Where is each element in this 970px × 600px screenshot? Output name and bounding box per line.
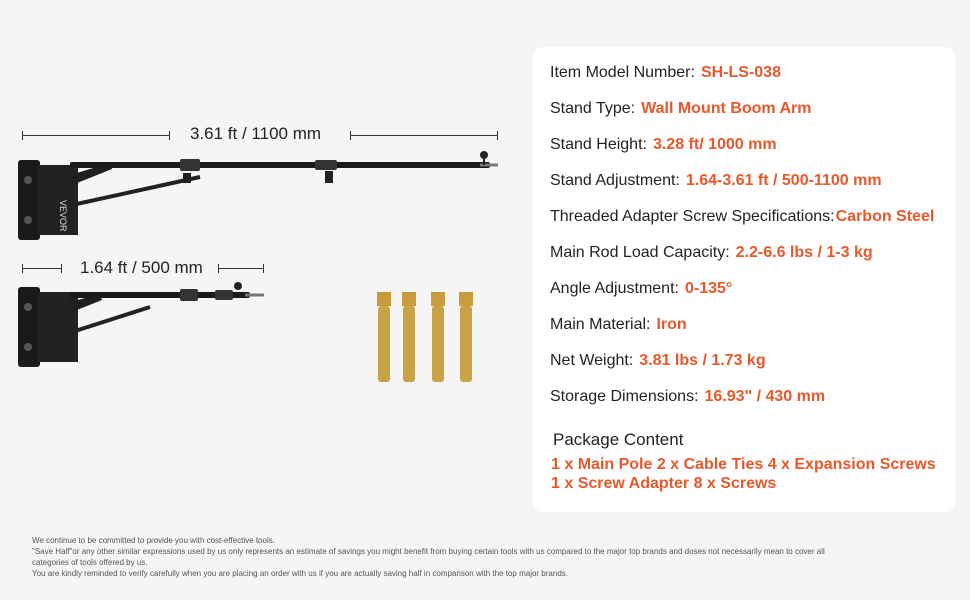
spec-value: SH-LS-038 — [700, 64, 781, 81]
spec-label: Item Model Number: — [550, 64, 695, 81]
spec-label: Main Material: — [550, 316, 651, 333]
expansion-screw — [402, 292, 416, 382]
spec-row-stand-type — [550, 100, 811, 118]
spec-label: Stand Height: — [550, 136, 647, 153]
product-illustration — [0, 0, 530, 520]
dimension-label-long: 3.61 ft / 1100 mm — [190, 124, 322, 143]
spec-label: Threaded Adapter Screw Specifications: — [550, 208, 835, 225]
spec-value: 2.2-6.6 lbs / 1-3 kg — [735, 244, 873, 261]
spec-label: Main Rod Load Capacity: — [550, 244, 730, 261]
spec-value: 16.93" / 430 mm — [704, 388, 826, 405]
spec-row-stand-adjustment — [550, 172, 882, 190]
spec-label: Stand Adjustment: — [550, 172, 680, 189]
dimension-line-short-right — [218, 268, 264, 269]
spec-row-net-weight — [550, 352, 766, 370]
spec-label: Storage Dimensions: — [550, 388, 699, 405]
disclaimer-line: categories of tools offered by us. — [32, 558, 148, 567]
expansion-screws — [365, 292, 495, 382]
spec-value: Carbon Steel — [835, 208, 935, 225]
spec-value: 3.28 ft/ 1000 mm — [652, 136, 777, 153]
spec-value: 1.64-3.61 ft / 500-1100 mm — [685, 172, 882, 189]
disclaimer-line: "Save Half"or any other similar expressions used by us only represents an estimate of savings you might benefit from buying certain tools with us compared to the major top brands and doses not necessarily mean to cover all — [32, 547, 825, 556]
spec-value: 3.81 lbs / 1.73 kg — [639, 352, 766, 369]
expansion-screw — [377, 292, 391, 382]
spec-row-material — [550, 316, 687, 334]
spec-row-screw-spec — [550, 208, 934, 226]
package-line-2: 1 x Screw Adapter 8 x Screws — [551, 475, 777, 492]
spec-value: Iron — [656, 316, 687, 333]
expansion-screw — [431, 292, 445, 382]
spec-row-load-capacity — [550, 244, 873, 262]
spec-row-model — [550, 64, 781, 82]
dimension-line-short-left — [22, 268, 62, 269]
package-line-1: 1 x Main Pole 2 x Cable Ties 4 x Expansion Screws — [551, 456, 936, 473]
spec-label: Net Weight: — [550, 352, 634, 369]
package-title: Package Content — [553, 430, 684, 449]
spec-value: 0-135° — [684, 280, 733, 297]
disclaimer-line: You are kindly reminded to verify carefully when you are placing an order with us if you are actually saving half in comparison with the top major brands. — [32, 569, 568, 578]
expansion-screw — [459, 292, 473, 382]
spec-label: Stand Type: — [550, 100, 636, 117]
spec-value: Wall Mount Boom Arm — [641, 100, 812, 117]
disclaimer — [32, 535, 932, 579]
brand-mark: VEVOR — [58, 200, 68, 232]
disclaimer-line: We continue to be committed to provide you with cost-effective tools. — [32, 536, 275, 545]
spec-label: Angle Adjustment: — [550, 280, 679, 297]
dimension-label-short: 1.64 ft / 500 mm — [80, 258, 203, 277]
spec-row-storage — [550, 388, 825, 406]
boom-arm-retracted — [0, 272, 280, 372]
spec-row-stand-height — [550, 136, 777, 154]
spec-row-angle — [550, 280, 732, 298]
specifications-card — [533, 47, 955, 512]
boom-arm-extended — [0, 135, 520, 245]
